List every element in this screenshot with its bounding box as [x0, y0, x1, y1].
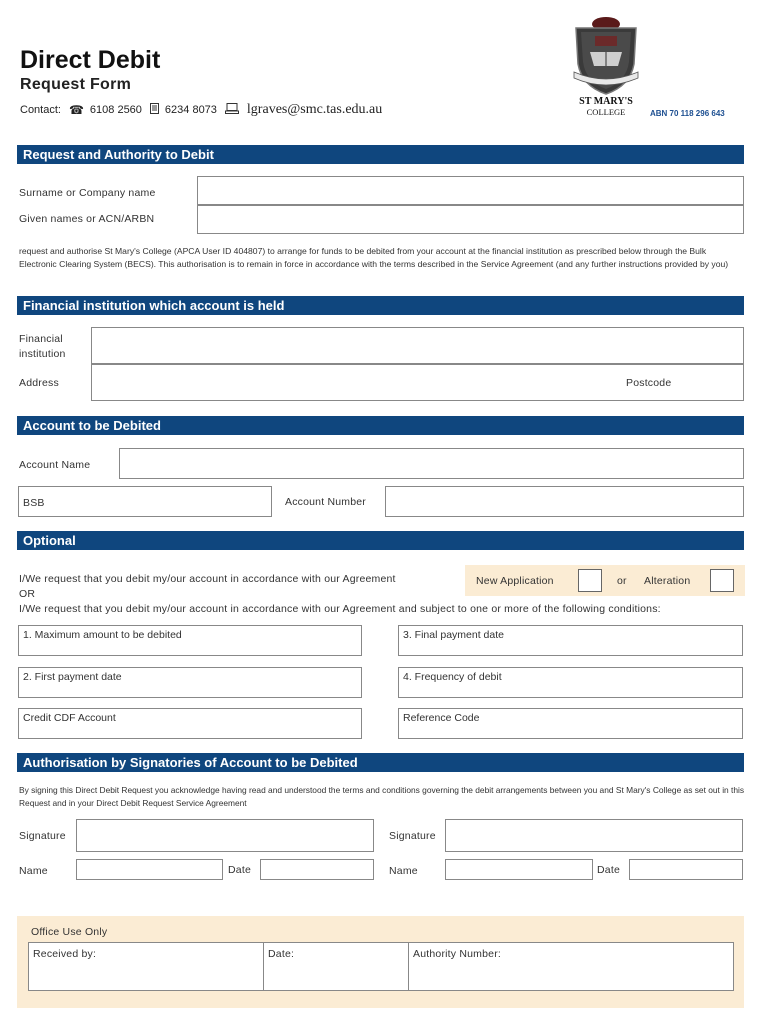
- date-input-right[interactable]: [629, 859, 743, 880]
- final-payment-field[interactable]: [398, 625, 743, 656]
- max-amount-field[interactable]: [18, 625, 362, 656]
- optional-or: OR: [19, 588, 36, 600]
- phone-number: 6108 2560: [89, 104, 142, 116]
- frequency-field[interactable]: [398, 667, 743, 698]
- office-divider-1: [263, 943, 264, 990]
- office-divider-2: [408, 943, 409, 990]
- authority-number-label: Authority Number:: [413, 948, 502, 960]
- reference-code-field[interactable]: [398, 708, 743, 739]
- or-label: or: [617, 575, 627, 587]
- office-use-table: [28, 942, 734, 991]
- first-payment-label: 2. First payment date: [23, 671, 122, 683]
- given-names-input[interactable]: [197, 205, 744, 234]
- bsb-input[interactable]: [18, 486, 272, 517]
- optional-line1: I/We request that you debit my/our account in accordance with our Agreement: [19, 573, 396, 585]
- fax-number: 6234 8073: [164, 104, 217, 116]
- signature-input-left[interactable]: [76, 819, 374, 852]
- office-use-heading: Office Use Only: [31, 926, 108, 938]
- signature-label-left: Signature: [19, 830, 66, 842]
- college-name: ST MARY'S: [579, 96, 633, 107]
- alteration-label: Alteration: [644, 575, 691, 587]
- credit-cdf-label: Credit CDF Account: [23, 712, 116, 724]
- page-subtitle: Request Form: [20, 76, 132, 93]
- contact-email[interactable]: lgraves@smc.tas.edu.au: [246, 102, 383, 117]
- institution-label-line1: Financial: [19, 333, 63, 345]
- account-number-input[interactable]: [385, 486, 744, 517]
- authority-paragraph: request and authorise St Mary's College (APCA User ID 404807) to arrange for funds to be debited from your account at the financial institution as prescribed below through the Bulk Electronic Clearing System (BECS). This authorisation is to remain in force in accordance with the terms described in the Service Agreement (and any further instructions provided by you): [19, 246, 729, 269]
- address-label: Address: [19, 377, 59, 389]
- college-subname: COLLEGE: [586, 107, 626, 117]
- office-date-label: Date:: [268, 948, 295, 960]
- date-label-left: Date: [228, 864, 251, 876]
- fax-icon: [150, 103, 159, 117]
- signature-label-right: Signature: [389, 830, 436, 842]
- postcode-label: Postcode: [626, 377, 672, 389]
- given-names-label: Given names or ACN/ARBN: [19, 213, 155, 225]
- phone-icon: ☎: [68, 103, 84, 117]
- new-application-label: New Application: [476, 575, 554, 587]
- page-title: Direct Debit: [20, 46, 161, 74]
- section-heading-request-authority: Request and Authority to Debit: [17, 145, 744, 164]
- new-application-checkbox[interactable]: [578, 569, 602, 592]
- name-input-right[interactable]: [445, 859, 593, 880]
- section-heading-financial-institution: Financial institution which account is held: [17, 296, 744, 315]
- institution-input[interactable]: [91, 327, 744, 364]
- name-label-left: Name: [19, 865, 48, 877]
- account-name-label: Account Name: [19, 459, 91, 471]
- frequency-label: 4. Frequency of debit: [403, 671, 502, 683]
- bsb-label: BSB: [23, 497, 45, 509]
- reference-code-label: Reference Code: [403, 712, 480, 724]
- section-heading-authorisation: Authorisation by Signatories of Account to be Debited: [17, 753, 744, 772]
- credit-cdf-field[interactable]: [18, 708, 362, 739]
- max-amount-label: 1. Maximum amount to be debited: [23, 629, 182, 641]
- surname-input[interactable]: [197, 176, 744, 205]
- college-crest-logo: [568, 14, 644, 104]
- optional-line2: I/We request that you debit my/our account in accordance with our Agreement and subject to one or more of the following conditions:: [19, 603, 661, 615]
- date-label-right: Date: [597, 864, 620, 876]
- final-payment-label: 3. Final payment date: [403, 629, 504, 641]
- account-name-input[interactable]: [119, 448, 744, 479]
- signature-input-right[interactable]: [445, 819, 743, 852]
- account-number-label: Account Number: [285, 496, 367, 508]
- first-payment-field[interactable]: [18, 667, 362, 698]
- alteration-checkbox[interactable]: [710, 569, 734, 592]
- authorisation-paragraph: By signing this Direct Debit Request you acknowledge having read and understood the terms and conditions governing the debit arrangements between you and St Mary's College as set out in this Request and in your Direct Debit Request Service Agreement: [19, 785, 745, 808]
- surname-label: Surname or Company name: [19, 187, 156, 199]
- institution-label-line2: institution: [19, 348, 66, 360]
- computer-icon: [225, 103, 239, 117]
- received-by-label: Received by:: [33, 948, 97, 960]
- contact-line: [20, 102, 382, 118]
- date-input-left[interactable]: [260, 859, 374, 880]
- name-input-left[interactable]: [76, 859, 223, 880]
- section-heading-account-debited: Account to be Debited: [17, 416, 744, 435]
- contact-label: Contact:: [20, 104, 61, 116]
- abn-number: ABN 70 118 296 643: [650, 109, 725, 118]
- name-label-right: Name: [389, 865, 418, 877]
- section-heading-optional: Optional: [17, 531, 744, 550]
